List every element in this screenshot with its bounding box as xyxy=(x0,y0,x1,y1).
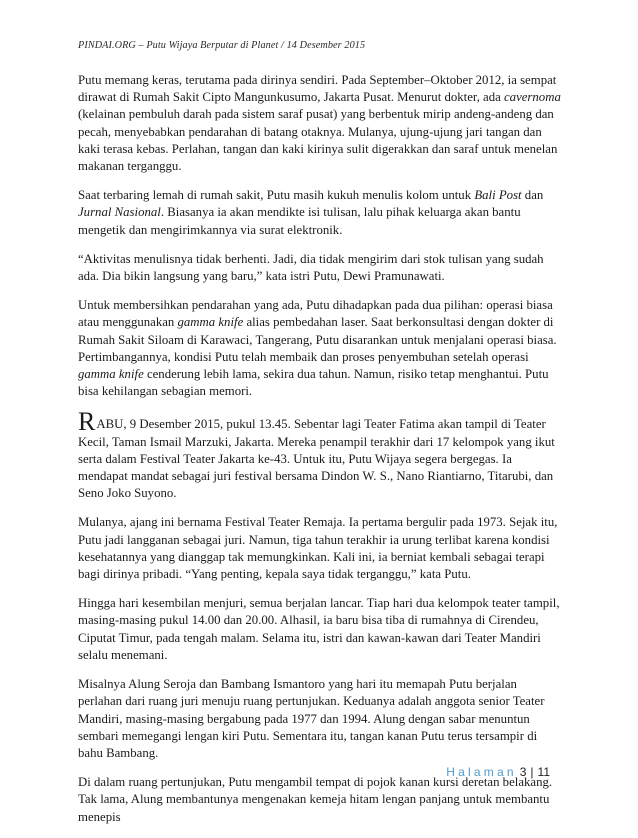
text-run: Putu memang keras, terutama pada dirinya sendiri. Pada September–Oktober 2012, ia sempat dirawat di Rumah Sakit Cipto Mangunkusumo, Jakarta Pusat. Menurut dokter, ada xyxy=(78,73,557,105)
italic-term: Jurnal Nasional xyxy=(78,205,161,220)
paragraph-5-section-start xyxy=(78,407,564,502)
page-footer xyxy=(446,765,550,779)
paragraph-1 xyxy=(78,72,564,175)
text-run: Untuk membersihkan pendarahan yang ada, Putu dihadapkan pada dua pilihan: operasi biasa atau menggunakan xyxy=(78,298,553,330)
paragraph-6: Mulanya, ajang ini bernama Festival Teater Remaja. Ia pertama bergulir pada 1973. Sejak itu, Putu jadi langganan sebagai juri. Namun, tiga tahun terakhir ia urung terlibat karena kondisi kesehatannya yang dianggap tak memungkinkan. Kali ini, ia berniat kembali sebagai terapi bagi dirinya pribadi. “Yang penting, kepala saya tidak terganggu,” kata Putu. xyxy=(78,515,558,582)
text-run: ABU, 9 Desember 2015, pukul 13.45. Sebentar lagi Teater Fatima akan tampil di Teater Kecil, Taman Ismail Marzuki, Jakarta. Mereka penampil terakhir dari 17 kelompok yang ikut serta dalam Festival Teater Jakarta ke-43. Untuk itu, Putu Wijaya segera bergegas. Ia mendapat mandat sebagai juri festival bersama Dindon W. S., Nano Riantiarno, Titarubi, dan Seno Joko Suyono. xyxy=(78,417,555,501)
page-total: 11 xyxy=(537,765,550,779)
paragraph-2 xyxy=(78,187,564,239)
paragraph-7: Hingga hari kesembilan menjuri, semua berjalan lancar. Tiap hari dua kelompok teater tampil, masing-masing pukul 14.00 dan 20.00. Alhasil, ia baru bisa tiba di rumahnya di Cirendeu, Ciputat Timur, pada tengah malam. Selama itu, istri dan kawan-kawan dari Teater Mandiri selalu menemani. xyxy=(78,596,560,662)
page-label: Halaman xyxy=(446,765,517,779)
paragraph-4 xyxy=(78,297,564,400)
italic-term: gamma knife xyxy=(177,315,244,330)
article-body xyxy=(78,72,564,838)
paragraph-9: Di dalam ruang pertunjukan, Putu mengambil tempat di pojok kanan kursi deretan belakang. Tak lama, Alung membantunya mengenakan kemeja hitam lengan panjang untuk membantu menepis xyxy=(78,775,553,824)
paragraph-3-quote: “Aktivitas menulisnya tidak berhenti. Jadi, dia tidak mengirim dari stok tulisan yang sudah ada. Dia bikin langsung yang baru,” kata istri Putu, Dewi Pramunawati. xyxy=(78,251,544,284)
text-run: . Biasanya ia akan mendikte isi tulisan, lalu pihak keluarga akan bantu mengetik dan mengirimkannya via surat elektronik. xyxy=(78,205,521,237)
text-run: alias pembedahan laser. Saat berkonsultasi dengan dokter di Rumah Sakit Siloam di Karawaci, Tangerang, Putu disarankan untuk menjalani operasi biasa. Pertimbangannya, kondisi Putu telah membaik dan proses penyembuhan setelah operasi xyxy=(78,315,557,364)
italic-term: cavernoma xyxy=(503,90,561,105)
italic-term: Bali Post xyxy=(474,188,522,203)
page-separator: | xyxy=(530,765,534,779)
text-run: cenderung lebih lama, sekira dua tahun. Namun, risiko tetap menghantui. Putu bisa kehilangan sebagian memori. xyxy=(78,367,549,399)
drop-cap: R xyxy=(78,407,96,437)
text-run: dan xyxy=(521,188,544,203)
paragraph-8: Misalnya Alung Seroja dan Bambang Ismantoro yang hari itu memapah Putu berjalan perlahan dari ruang juri menuju ruang pertunjukan. Keduanya adalah anggota senior Teater Mandiri, masing-masing bergabung pada 1977 dan 1994. Alung dengan sabar menuntun sembari memegangi lengan kiri Putu. Sementara itu, tangan kanan Putu terus tersampir di bahu Bambang. xyxy=(78,677,545,760)
running-header: PINDAI.ORG – Putu Wijaya Berputar di Planet / 14 Desember 2015 xyxy=(78,40,366,51)
text-run: (kelainan pembuluh darah pada sistem saraf pusat) yang berbentuk mirip andeng-andeng dan pecah, menyebabkan pendarahan di batang otaknya. Mulanya, ujung-ujung jari tangan dan kaki terasa kebas. Perlahan, tangan dan kaki kirinya sulit digerakkan dan saraf untuk menelan makanan terganggu. xyxy=(78,107,558,174)
page-number: 3 xyxy=(519,765,527,779)
text-run: Saat terbaring lemah di rumah sakit, Putu masih kukuh menulis kolom untuk xyxy=(78,188,475,203)
italic-term: gamma knife xyxy=(78,367,144,382)
